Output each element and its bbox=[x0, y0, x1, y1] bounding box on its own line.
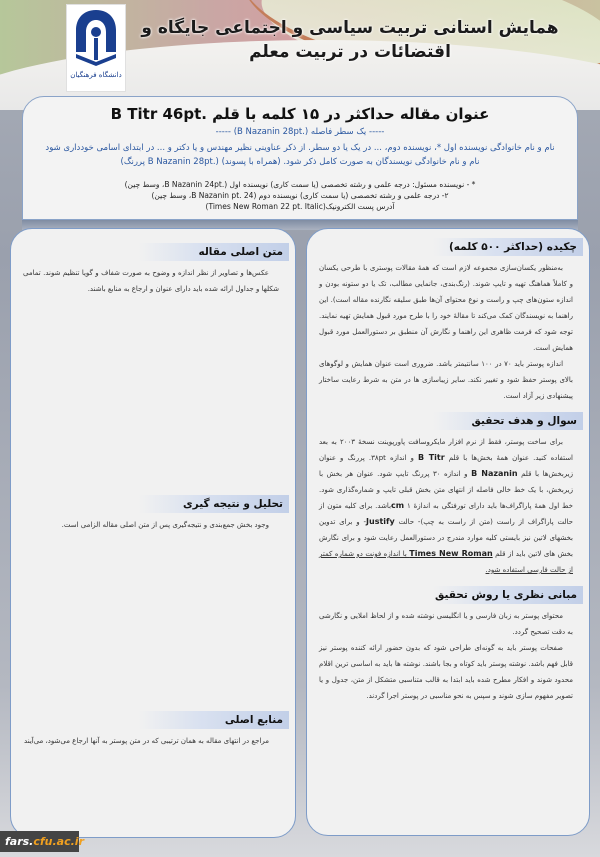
text-run: با اندازه فونت دو شماره کمتر از حالت فارسی استفاده شود. bbox=[319, 550, 573, 574]
affiliation-1: * - نویسنده مسئول: درجه علمی و رشته تخصصی (یا سمت کاری) نویسنده اول (.B Nazanin 24pt، وسط چین) bbox=[124, 180, 476, 189]
url-part-subdomain: fars. bbox=[5, 835, 34, 848]
affiliation-2: ۲- درجه علمی و رشته تخصصی (یا سمت کاری) نویسنده دوم (B Nazanin pt. 24، وسط چین) bbox=[151, 191, 449, 200]
latin-term: B Nazanin bbox=[471, 469, 518, 478]
affiliations bbox=[23, 179, 577, 212]
paper-title: عنوان مقاله حداکثر در ۱۵ کلمه با قلم .B Titr 46pt bbox=[110, 105, 490, 123]
section-heading-methodology: مبانی نظری یا روش تحقیق bbox=[433, 586, 583, 604]
authors-line2: نام و نام خانوادگی نویسندگان به صورت کامل ذکر شود. (همراه با پسوند) (.B Nazanin 28pt پررنگ) bbox=[120, 157, 480, 167]
section-heading-conclusion: تحلیل و نتیجه گیری bbox=[139, 495, 289, 513]
references-paragraph: مراجع در انتهای مقاله به همان ترتیبی که در متن پوستر به آنها ارجاع می‌شود، می‌آیند bbox=[24, 737, 269, 745]
latin-term: B Titr bbox=[418, 453, 445, 462]
section-heading-abstract: چکیده (حداکثر ۵۰۰ کلمه) bbox=[433, 238, 583, 256]
logo-caption: دانشگاه فرهنگیان bbox=[70, 71, 122, 79]
left-column bbox=[10, 228, 296, 838]
site-url-badge[interactable] bbox=[0, 831, 84, 852]
right-column bbox=[306, 228, 590, 836]
text-run: برای ساخت پوستر، فقط از نرم افزار مایکروسافت پاورپوینت نسخهٔ ۲۰۰۳ به بعد استفاده کنید. عنوان همهٔ بخش‌ها با قلم bbox=[319, 438, 573, 462]
url-part-domain: cfu.ac.ir bbox=[33, 835, 84, 848]
conference-title-line2: اقتضائات در تربیت معلم bbox=[249, 42, 451, 62]
conference-title bbox=[140, 16, 560, 64]
text-run: ۱باشد. برای کلیه متون از حالت پاراگراف از راست (متن از راست به چپ)- حالت bbox=[319, 502, 573, 526]
email-note: آدرس پست الکترونیک(Times New Roman 22 pt. Italic) bbox=[205, 202, 395, 211]
section-heading-references: منابع اصلی bbox=[139, 711, 289, 729]
text-run: - و برای تدوین بخشهای لاتین نیز بایستی کلیه موارد مندرج در دستورالعمل رعایت شود و برای نگارش بخش های لاتین باید از قلم bbox=[319, 518, 573, 558]
logo-emblem-icon bbox=[72, 8, 120, 70]
abstract-paragraph-2: اندازه پوستر باید ۷۰ در ۱۰۰ سانتیمتر باشد. ضروری است عنوان همایش و لوگوهای بالای پوستر حفظ شود و تغییر نکند. سایر زیباسازی ها در متن به شرط رعایت ساختار پیشنهادی زیر آزاد است. bbox=[319, 360, 573, 400]
authors-line1: نام و نام خانوادگی نویسنده اول *، نویسنده دوم، ... در یک یا دو سطر. از ذکر عناوینی نظیر مهندس و یا دکتر و ... در ابتدای اسامی خودداری شود bbox=[45, 143, 555, 153]
section-heading-main-text: متن اصلی مقاله bbox=[139, 243, 289, 261]
section-heading-research-question: سوال و هدف تحقیق bbox=[433, 412, 583, 430]
latin-term: Times New Roman bbox=[409, 549, 493, 558]
text-run: و اندازه ۳۰ پررنگ تایپ شود. عنوان هر بخش با زیربخش، با یک خط خالی فاصله از انتهای متن بخش قبلی تایپ و شماره‌گذاری شود. خط اول همهٔ پاراگراف‌ها باید دارای تورفتگی به اندازهٔ bbox=[319, 470, 573, 510]
research-question-paragraph bbox=[319, 434, 573, 578]
latin-term: cm bbox=[391, 501, 405, 510]
university-logo bbox=[66, 4, 126, 92]
methodology-paragraph-1: محتوای پوستر به زبان فارسی و یا انگلیسی نوشته شده و از لحاظ املایی و نگارشی به دقت تصحیح گردد. bbox=[319, 612, 573, 636]
spacer-line-note: ----- یک سطر فاصله (.B Nazanin 28pt) ----- bbox=[215, 127, 385, 137]
abstract-paragraph-1: به‌منظور یکسان‌سازی مجموعه لازم است که همهٔ مقالات پوستری با طرحی یکسان و کاملاً هماهنگ تهیه و تایپ شوند. (رنگ‌بندی، جانمایی مطالب، تک یا دو ستونه بودن و اندازه ستون‌های چپ و راست و نوع محتوای آن‌ها طبق سلیقه نگارنده مقاله است). این راهنما به نویسندگان کمک می‌کند تا مقالهٔ خود را با طرح مورد قبول همایش تهیه نمایند. توجه شود که فرمت ظاهری این راهنما و نگارش آن منطبق بر دستورالعمل مورد قبول همایش است. bbox=[319, 264, 573, 352]
conference-title-line1: همایش استانی تربیت سیاسی و اجتماعی جایگاه و bbox=[141, 18, 559, 38]
latin-term: Justify bbox=[366, 517, 395, 526]
text-run: و اندازه ۳۸pt. پررنگ و عنوان زیربخش‌ها با قلم bbox=[319, 454, 573, 478]
conclusion-paragraph: وجود بخش جمع‌بندی و نتیجه‌گیری پس از متن اصلی مقاله الزامی است. bbox=[61, 521, 269, 529]
paper-title-box bbox=[22, 96, 578, 220]
authors bbox=[43, 141, 557, 169]
methodology-paragraph-2: صفحات پوستر باید به گونه‌ای طراحی شود که بدون حضور ارائه کننده پوستر نیز قابل فهم باشد. نوشته پوستر باید کوتاه و بجا باشند. نوشته ها باید به اساسی ترین اقلام محدود شوند و افکار مطرح شده باید ابتدا به قالب متناسبی متشکل از متن، جدول و یا تصویر مفهوم سازی شوند و سپس به نحو مناسبی در پوستر اجرا گردند. bbox=[319, 644, 573, 700]
main-text-paragraph: عکس‌ها و تصاویر از نظر اندازه و وضوح به صورت شفاف و گویا تنظیم شوند. تمامی شکلها و جداول ارائه شده باید دارای عنوان و ارجاع به منابع باشند. bbox=[23, 269, 279, 293]
